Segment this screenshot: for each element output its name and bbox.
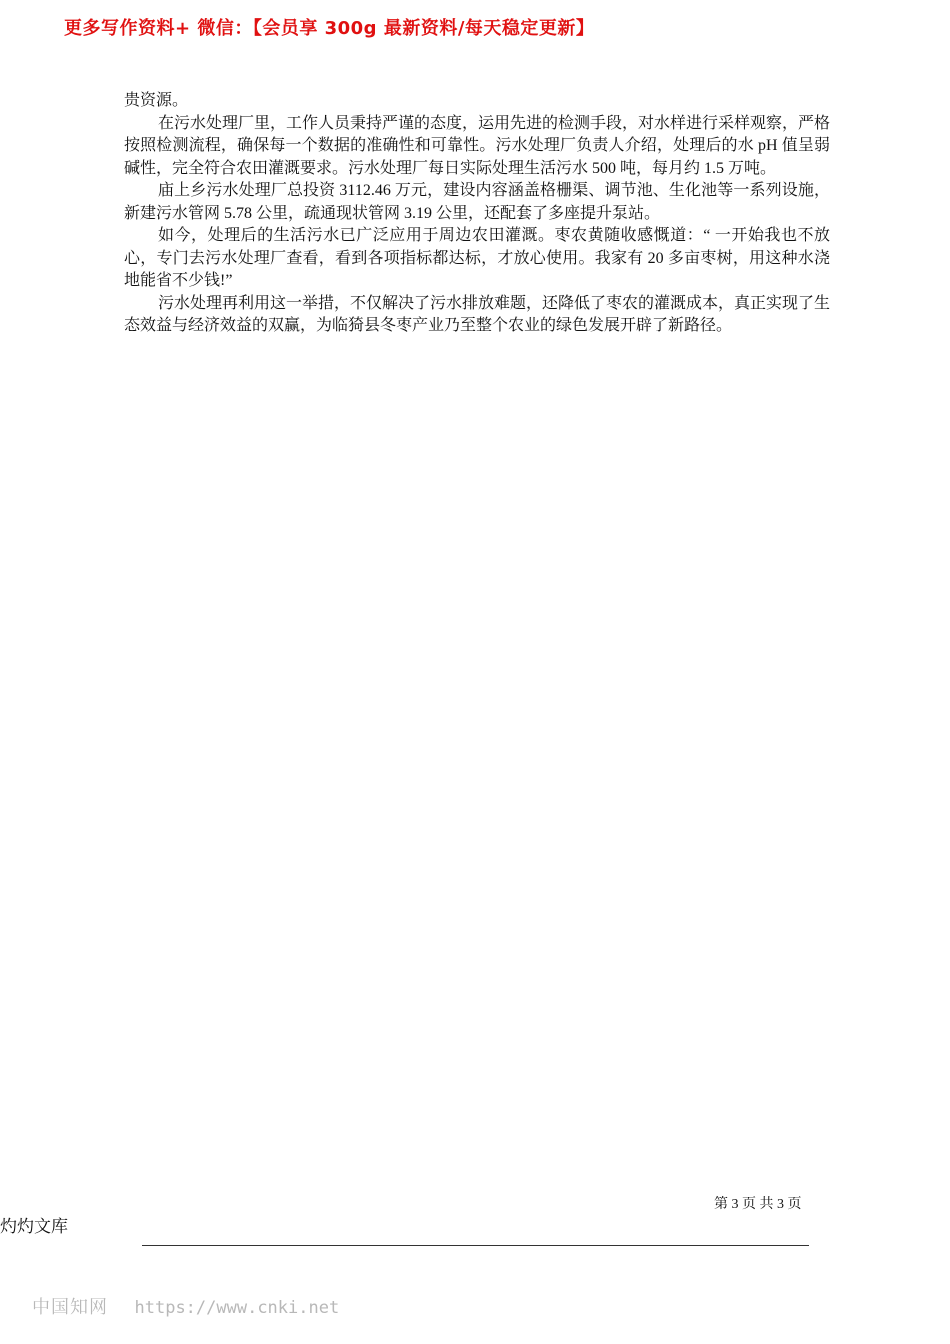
page-number: 第 3 页 共 3 页 <box>714 1197 802 1212</box>
paragraph-investment: 庙上乡污水处理厂总投资 3112.46 万元，建设内容涵盖格栅渠、调节池、生化池等一系列设施，新建污水管网 5.78 公里，疏通现状管网 3.19 公里，还配套了多座提升泵站。 <box>124 182 830 222</box>
watermark-url: https://www.cnki.net <box>134 1298 340 1318</box>
promo-banner: 更多写作资料+ 微信：【会员享 300g 最新资料/每天稳定更新】 <box>64 18 595 39</box>
document-body <box>124 90 830 338</box>
paragraph-farmer-quote: 如今，处理后的生活污水已广泛应用于周边农田灌溉。枣农黄随收感慨道：“ 一开始我也不放心，专门去污水处理厂查看，看到各项指标都达标，才放心使用。我家有 20 多亩枣树，用这种水浇地能省不少钱!” <box>124 227 830 289</box>
library-name: 灼灼文库 <box>0 1217 68 1237</box>
paragraph-continuation: 贵资源。 <box>124 92 189 109</box>
footer-divider <box>142 1245 809 1246</box>
paragraph-testing: 在污水处理厂里，工作人员秉持严谨的态度，运用先进的检测手段，对水样进行采样观察，严格按照检测流程，确保每一个数据的准确性和可靠性。污水处理厂负责人介绍，处理后的水 pH 值呈弱碱性，完全符合农田灌溉要求。污水处理厂每日实际处理生活污水 500 吨，每月约 1.5 万吨。 <box>124 114 831 177</box>
paragraph-conclusion: 污水处理再利用这一举措，不仅解决了污水排放难题，还降低了枣农的灌溉成本，真正实现了生态效益与经济效益的双赢，为临猗县冬枣产业乃至整个农业的绿色发展开辟了新路径。 <box>124 294 831 334</box>
watermark-brand: 中国知网 <box>32 1297 108 1318</box>
watermark <box>32 1293 339 1319</box>
